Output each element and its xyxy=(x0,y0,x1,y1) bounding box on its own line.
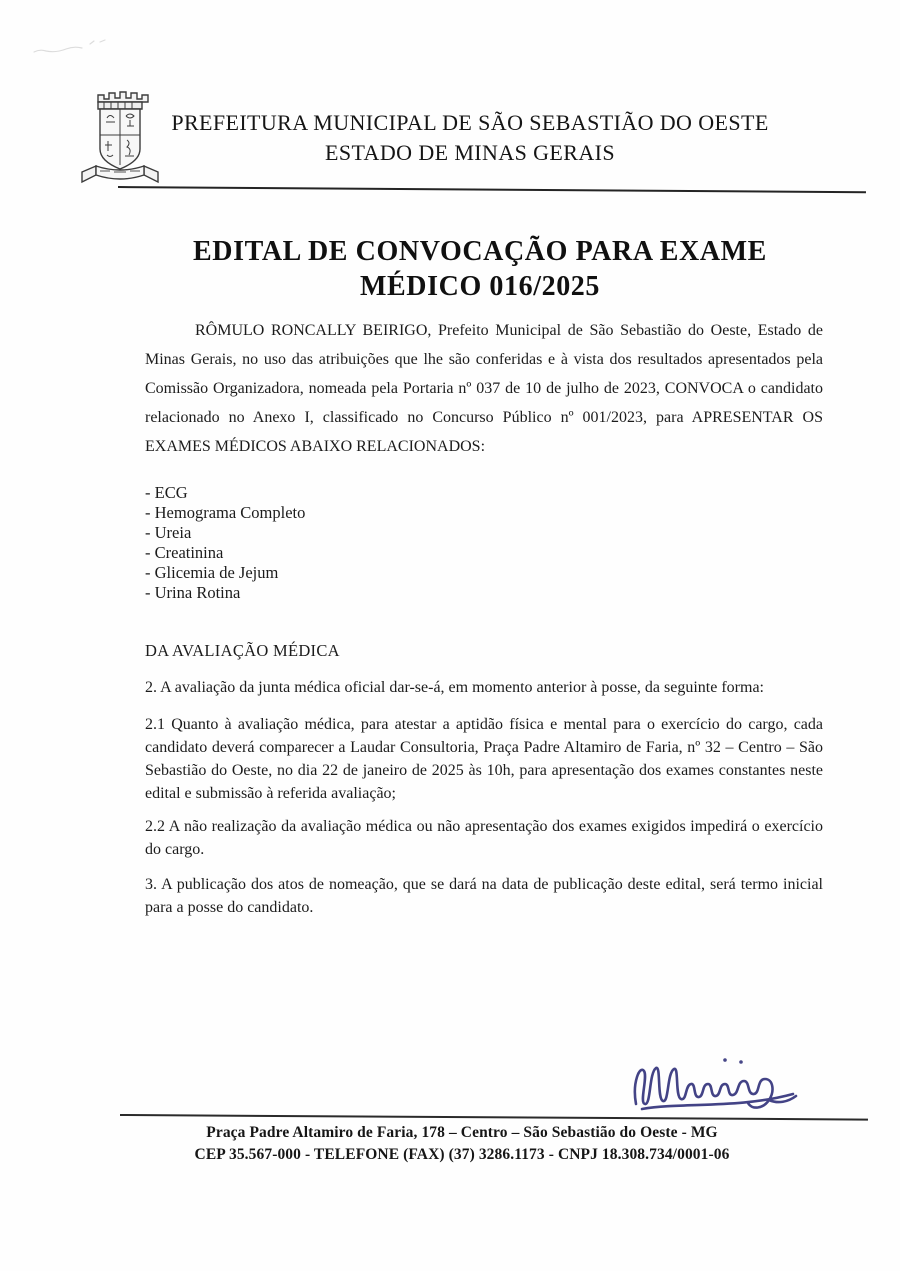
section-heading-medical-evaluation: DA AVALIAÇÃO MÉDICA xyxy=(145,641,340,660)
paragraph-3: 3. A publicação dos atos de nomeação, que se dará na data de publicação deste edital, será termo inicial para a posse do candidato. xyxy=(145,876,823,916)
exam-list-item: - Ureia xyxy=(145,523,192,542)
signature xyxy=(628,1052,813,1120)
intro-paragraph: RÔMULO RONCALLY BEIRIGO, Prefeito Municipal de São Sebastião do Oeste, Estado de Minas Gerais, no uso das atribuições que lhe são conferidas e à vista dos resultados apresentados pela Comissão Organizadora, nomeada pela Portaria nº 037 de 10 de julho de 2023, CONVOCA o candidato relacionado no Anexo I, classificado no Concurso Público nº 001/2023, para APRESENTAR OS EXAMES MÉDICOS ABAIXO RELACIONADOS: xyxy=(145,322,823,455)
header-municipality-name: PREFEITURA MUNICIPAL DE SÃO SEBASTIÃO DO OESTE xyxy=(171,110,769,135)
page-title-line1: EDITAL DE CONVOCAÇÃO PARA EXAME xyxy=(193,236,767,267)
exam-list-item: - Hemograma Completo xyxy=(145,503,306,522)
exam-list-item: - Urina Rotina xyxy=(145,583,241,602)
page-title xyxy=(60,234,900,304)
exam-list xyxy=(145,483,823,603)
header-divider-line xyxy=(118,186,866,193)
paragraph-2-2: 2.2 A não realização da avaliação médica ou não apresentação dos exames exigidos impedirá o exercício do cargo. xyxy=(145,818,823,858)
paragraph-2-1: 2.1 Quanto à avaliação médica, para atestar a aptidão física e mental para o exercício do cargo, cada candidato deverá comparecer a Laudar Consultoria, Praça Padre Altamiro de Faria, nº 32 – Centro – São Sebastião do Oeste, no dia 22 de janeiro de 2025 às 10h, para apresentação dos exames constantes neste edital e submissão à referida avaliação; xyxy=(145,716,823,802)
page-title-line2: MÉDICO 016/2025 xyxy=(360,271,600,302)
footer-contact-line: CEP 35.567-000 - TELEFONE (FAX) (37) 3286.1173 - CNPJ 18.308.734/0001-06 xyxy=(194,1146,730,1163)
exam-list-item: - ECG xyxy=(145,483,188,502)
exam-list-item: - Glicemia de Jejum xyxy=(145,563,279,582)
document-header xyxy=(130,108,810,168)
paragraph-2: 2. A avaliação da junta médica oficial dar-se-á, em momento anterior à posse, da seguinte forma: xyxy=(145,679,764,696)
document-footer xyxy=(24,1122,900,1166)
exam-list-item: - Creatinina xyxy=(145,543,224,562)
footer-address-line: Praça Padre Altamiro de Faria, 178 – Centro – São Sebastião do Oeste - MG xyxy=(206,1124,718,1141)
header-state-name: ESTADO DE MINAS GERAIS xyxy=(325,140,615,165)
scan-smudge-mark xyxy=(30,36,120,58)
